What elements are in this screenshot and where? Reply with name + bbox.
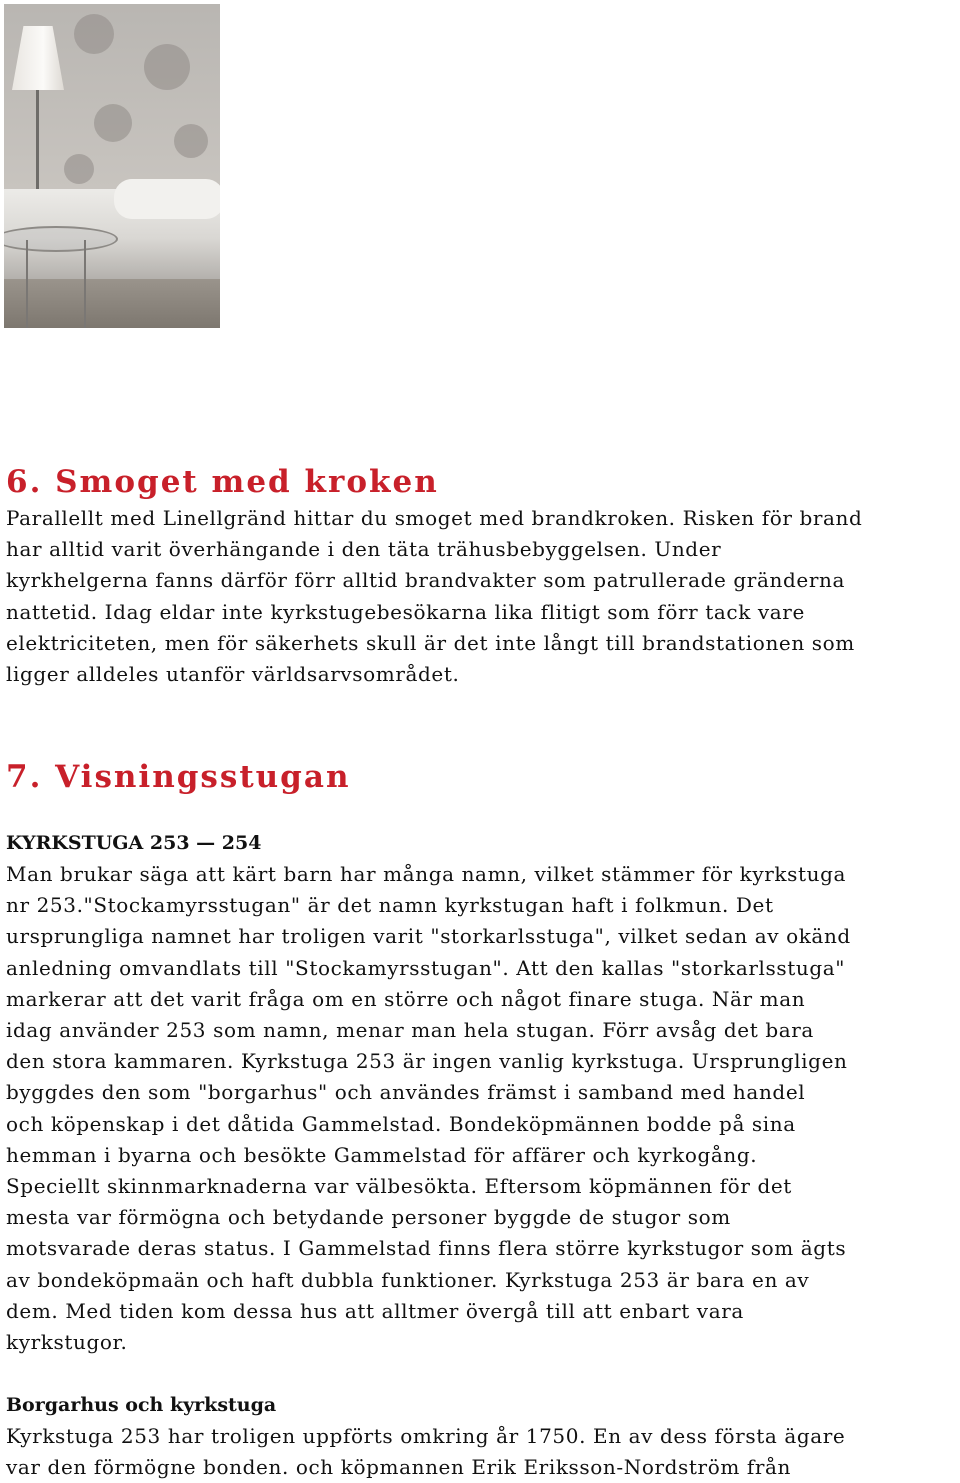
text-line: var den förmögne bonden. och köpmannen Erik Eriksson-Nordström från — [6, 1455, 792, 1480]
text-line: markerar att det varit fråga om en större och något finare stuga. När man — [6, 986, 806, 1011]
borgarhus-subhead: Borgarhus och kyrkstuga — [6, 1394, 277, 1416]
pillow — [114, 179, 220, 219]
text-line: den stora kammaren. Kyrkstuga 253 är ingen vanlig kyrkstuga. Ursprungligen — [6, 1049, 848, 1074]
text-line: elektriciteten, men för säkerhets skull är det inte långt till brandstationen som — [6, 630, 855, 655]
wallpaper-flower — [174, 124, 208, 158]
text-line: nr 253."Stockamyrsstugan" är det namn kyrkstugan haft i folkmun. Det — [6, 893, 774, 918]
text-line: av bondeköpmaän och haft dubbla funktioner. Kyrkstuga 253 är bara en av — [6, 1267, 810, 1292]
text-line: Speciellt skinnmarknaderna var välbesökta. Eftersom köpmännen för det — [6, 1174, 792, 1199]
text-line: mesta var förmögna och betydande personer byggde de stugor som — [6, 1205, 731, 1230]
text-line: Parallellt med Linellgränd hittar du smoget med brandkroken. Risken för brand — [6, 506, 863, 530]
section-6-body — [6, 503, 956, 690]
table-leg — [26, 240, 28, 328]
wallpaper-flower — [74, 14, 114, 54]
section-7-body — [6, 859, 956, 1358]
section-6-title: 6. Smoget med kroken — [6, 464, 439, 500]
borgarhus-body — [6, 1421, 956, 1483]
text-line: ligger alldeles utanför världsarvsområdet. — [6, 662, 460, 687]
text-line: och köpenskap i det dåtida Gammelstad. Bondeköpmännen bodde på sina — [6, 1111, 796, 1136]
text-line: nattetid. Idag eldar inte kyrkstugebesökarna lika flitigt som förr tack vare — [6, 599, 805, 624]
text-line: anledning omvandlats till "Stockamyrsstugan". Att den kallas "storkarlsstuga" — [6, 955, 846, 980]
bedroom-photo — [4, 4, 220, 328]
text-line: Man brukar säga att kärt barn har många namn, vilket stämmer för kyrkstuga — [6, 862, 847, 886]
text-line: har alltid varit överhängande i den täta trähusbebyggelsen. Under — [6, 537, 722, 562]
text-line: idag använder 253 som namn, menar man hela stugan. Förr avsåg det bara — [6, 1018, 814, 1043]
text-line: ursprungliga namnet har troligen varit "storkarlsstuga", vilket sedan av okänd — [6, 924, 851, 949]
text-line: kyrkhelgerna fanns därför förr alltid brandvakter som patrullerade gränderna — [6, 568, 845, 593]
text-line: byggdes den som "borgarhus" och användes främst i samband med handel — [6, 1080, 806, 1105]
floor — [4, 279, 220, 328]
section-7-subhead: KYRKSTUGA 253 — 254 — [6, 832, 262, 854]
text-line: hemman i byarna och besökte Gammelstad för affärer och kyrkogång. — [6, 1142, 758, 1167]
text-line: dem. Med tiden kom dessa hus att alltmer övergå till att enbart vara — [6, 1298, 744, 1323]
wallpaper-flower — [144, 44, 190, 90]
table-leg — [84, 240, 86, 328]
section-7-title: 7. Visningsstugan — [6, 759, 351, 795]
wallpaper-flower — [94, 104, 132, 142]
text-line: kyrkstugor. — [6, 1330, 128, 1355]
wallpaper-flower — [64, 154, 94, 184]
text-line: motsvarade deras status. I Gammelstad finns flera större kyrkstugor som ägts — [6, 1236, 847, 1261]
text-line: Kyrkstuga 253 har troligen uppförts omkring år 1750. En av dess första ägare — [6, 1424, 846, 1448]
